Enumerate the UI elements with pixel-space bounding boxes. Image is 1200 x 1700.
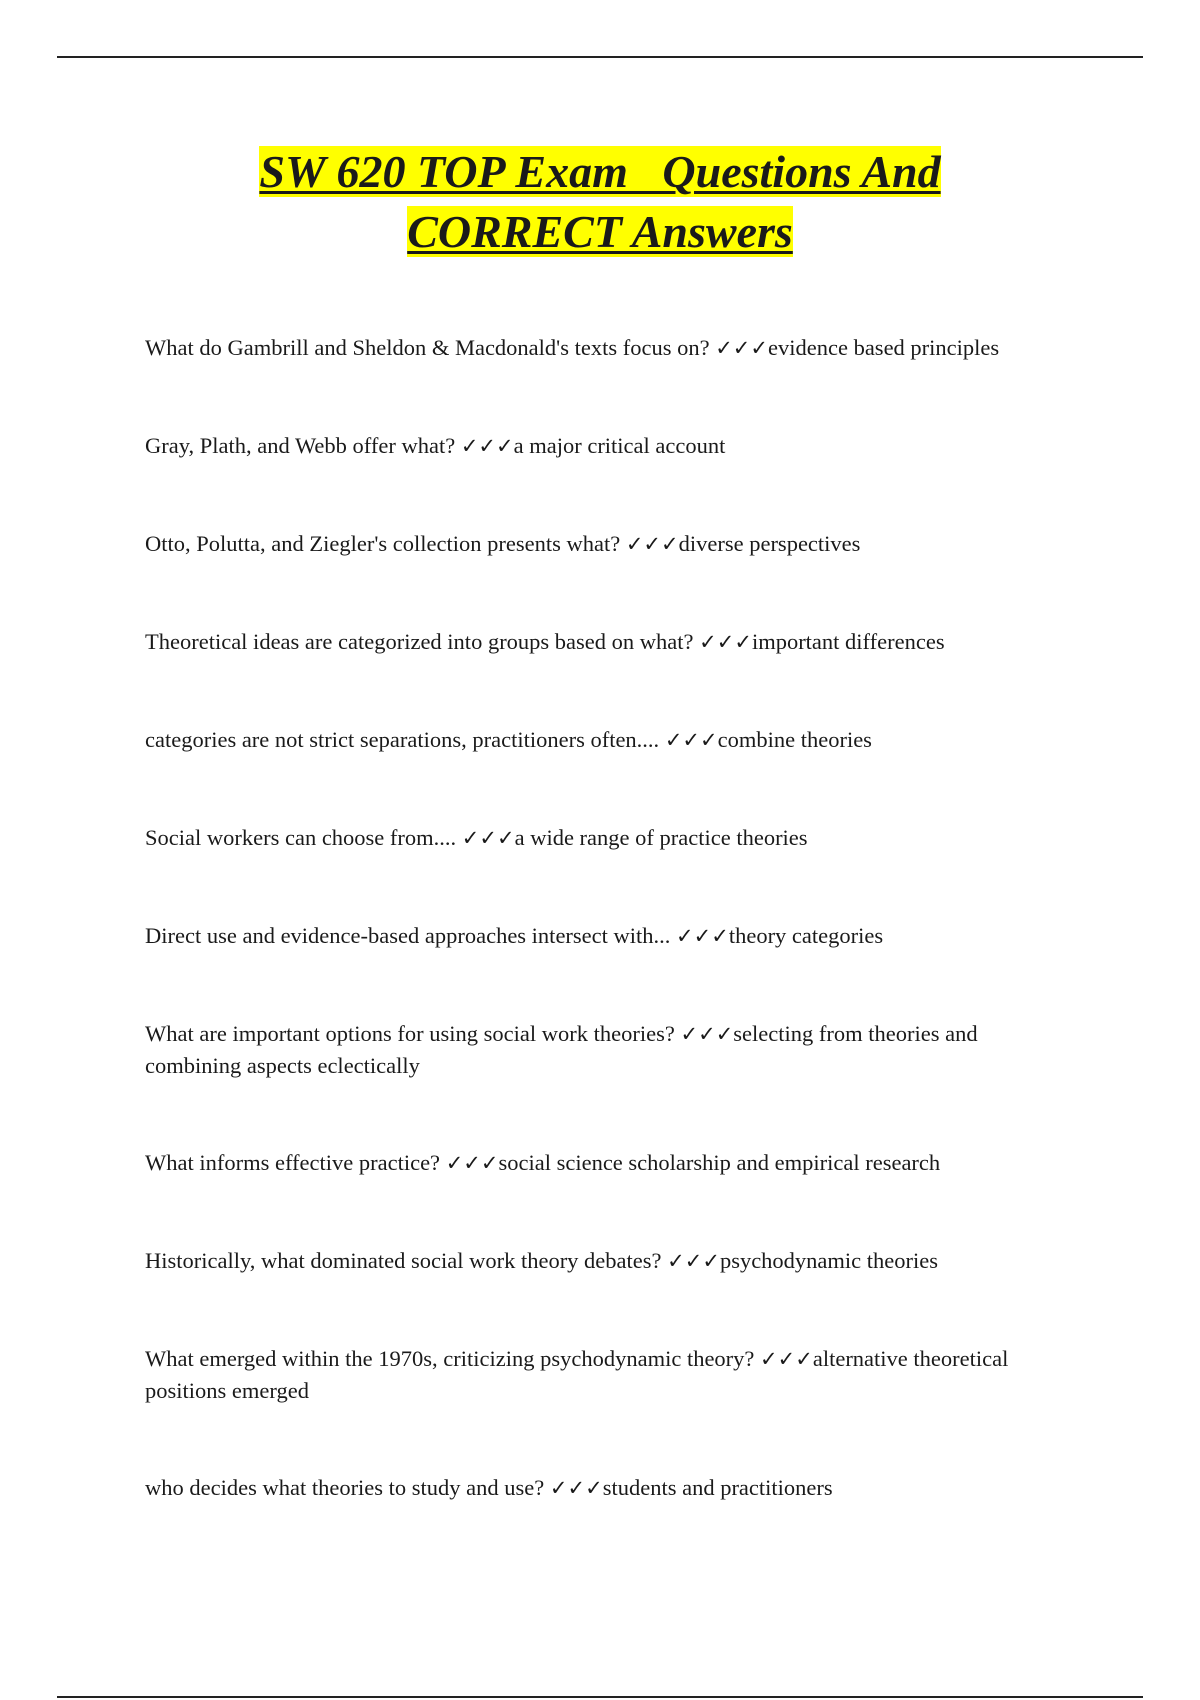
answer-check-icon: ✓✓✓ bbox=[460, 434, 514, 458]
qa-item bbox=[145, 1343, 1065, 1406]
answer-text: students and practitioners bbox=[602, 1475, 833, 1500]
answer-text: important differences bbox=[751, 629, 945, 654]
answer-check-icon: ✓✓✓ bbox=[676, 924, 729, 948]
answer-text: alternative theoretical positions emerged bbox=[145, 1346, 1009, 1403]
answer-check-icon: ✓✓✓ bbox=[680, 1022, 734, 1046]
question-text: Gray, Plath, and Webb offer what? bbox=[145, 433, 456, 458]
document-title bbox=[0, 142, 1200, 262]
qa-item bbox=[145, 1018, 1065, 1081]
question-text: What do Gambrill and Sheldon & Macdonald's texts focus on? bbox=[145, 335, 710, 360]
answer-check-icon: ✓✓✓ bbox=[760, 1347, 813, 1371]
question-text: who decides what theories to study and use? bbox=[145, 1475, 545, 1500]
qa-item bbox=[145, 1147, 1065, 1179]
qa-item bbox=[145, 1245, 1065, 1277]
answer-text: evidence based principles bbox=[768, 335, 1000, 360]
qa-item bbox=[145, 626, 1065, 658]
answer-text: psychodynamic theories bbox=[719, 1248, 939, 1273]
answer-check-icon: ✓✓✓ bbox=[461, 826, 515, 850]
title-line-1: SW 620 TOP Exam Questions And bbox=[259, 146, 941, 197]
answer-check-icon: ✓✓✓ bbox=[667, 1249, 720, 1273]
bottom-rule bbox=[57, 1696, 1143, 1698]
answer-check-icon: ✓✓✓ bbox=[625, 532, 679, 556]
qa-item bbox=[145, 332, 1065, 364]
answer-check-icon: ✓✓✓ bbox=[549, 1476, 603, 1500]
question-text: Theoretical ideas are categorized into groups based on what? bbox=[145, 629, 694, 654]
question-text: Otto, Polutta, and Ziegler's collection presents what? bbox=[145, 531, 621, 556]
answer-text: social science scholarship and empirical research bbox=[498, 1150, 941, 1175]
answer-check-icon: ✓✓✓ bbox=[445, 1151, 499, 1175]
qa-item bbox=[145, 724, 1065, 756]
top-rule bbox=[57, 56, 1143, 58]
answer-text: combine theories bbox=[717, 727, 872, 752]
question-text: Historically, what dominated social work theory debates? bbox=[145, 1248, 662, 1273]
qa-item bbox=[145, 1472, 1065, 1504]
question-text: What are important options for using social work theories? bbox=[145, 1021, 675, 1046]
answer-text: a wide range of practice theories bbox=[514, 825, 808, 850]
question-text: Social workers can choose from.... bbox=[145, 825, 457, 850]
qa-item bbox=[145, 430, 1065, 462]
answer-text: a major critical account bbox=[513, 433, 726, 458]
answer-text: diverse perspectives bbox=[678, 531, 861, 556]
question-answer-list bbox=[145, 332, 1065, 1570]
answer-text: selecting from theories and combining aspects eclectically bbox=[145, 1021, 978, 1078]
question-text: What emerged within the 1970s, criticizing psychodynamic theory? bbox=[145, 1346, 755, 1371]
answer-text: theory categories bbox=[728, 923, 884, 948]
qa-item bbox=[145, 528, 1065, 560]
answer-check-icon: ✓✓✓ bbox=[715, 336, 768, 360]
qa-item bbox=[145, 920, 1065, 952]
question-text: Direct use and evidence-based approaches intersect with... bbox=[145, 923, 671, 948]
question-text: categories are not strict separations, practitioners often.... bbox=[145, 727, 660, 752]
qa-item bbox=[145, 822, 1065, 854]
answer-check-icon: ✓✓✓ bbox=[699, 630, 752, 654]
title-line-2: CORRECT Answers bbox=[407, 206, 793, 257]
question-text: What informs effective practice? bbox=[145, 1150, 441, 1175]
answer-check-icon: ✓✓✓ bbox=[664, 728, 718, 752]
